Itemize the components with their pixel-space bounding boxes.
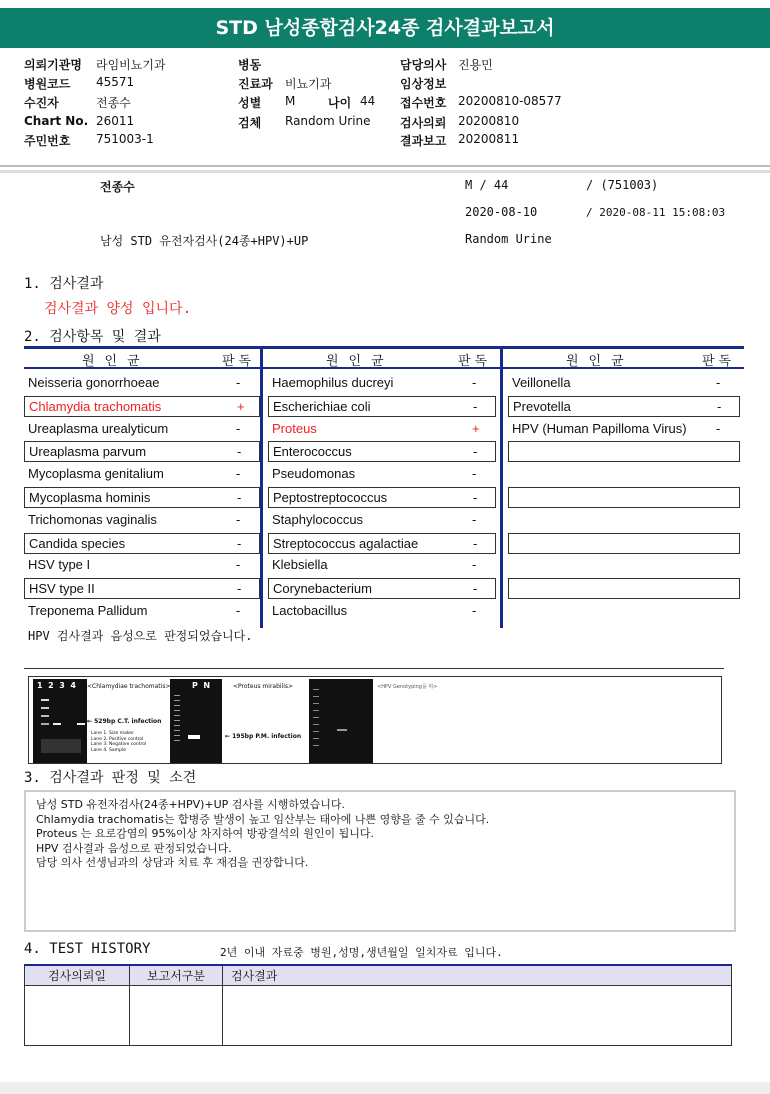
organism-result: + (237, 398, 245, 414)
request-date: 2020-08-10 (465, 205, 538, 219)
result-row (268, 601, 496, 622)
organism-result: - (236, 557, 241, 573)
overall-result: 검사결과 양성 입니다. (44, 301, 192, 317)
history-col-result: 검사결과 (223, 965, 732, 986)
column-divider (500, 348, 503, 628)
organism-result: - (472, 375, 477, 390)
header-label: 검체 (238, 116, 262, 130)
result-row (24, 419, 260, 440)
organism-result: - (472, 511, 477, 527)
legend-line: Lane 2. Positive control (91, 736, 144, 742)
report-title-bar (0, 8, 770, 48)
empty-result-row (508, 533, 740, 554)
organism-name: Mycoplasma genitalium (28, 466, 164, 482)
hpv-note: HPV 검사결과 음성으로 판정되었습니다. (28, 629, 253, 643)
column-header: 원인균 (326, 354, 394, 369)
organism-name: Staphylococcus (272, 511, 364, 527)
organism-result: - (716, 420, 721, 436)
result-row (508, 396, 740, 417)
organism-name: Haemophilus ducreyi (272, 375, 394, 390)
result-row (508, 373, 740, 394)
organism-name: Pseudomonas (272, 466, 356, 482)
organism-name: Enterococcus (273, 444, 352, 460)
empty-result-row (508, 441, 740, 462)
gel-lanes: 1 2 3 4 (37, 681, 76, 690)
header-label: Chart No. (24, 114, 89, 128)
organism-result: - (473, 444, 478, 460)
organism-result: - (473, 398, 478, 414)
chlamydia-band: ← 529bp C.T. infection (87, 718, 162, 725)
judge-header: 판독 (458, 354, 492, 369)
organism-name: Lactobacillus (272, 603, 348, 618)
header-label: 결과보고 (400, 134, 447, 148)
organism-result: - (472, 603, 477, 618)
proteus-gel-image (170, 679, 222, 763)
table-top-rule (24, 346, 744, 349)
header-value: 20200810 (458, 114, 520, 128)
result-row (268, 419, 496, 440)
organism-result: - (236, 375, 241, 390)
organism-name: Streptococcus agalactiae (273, 535, 419, 551)
result-row (24, 555, 260, 576)
organism-result: - (473, 581, 478, 597)
organism-name: Neisseria gonorrhoeae (28, 375, 160, 390)
remark-line: 담당 의사 선생님과의 상담과 치료 후 재검을 권장합니다. (36, 856, 309, 869)
organism-name: Escherichiae coli (273, 398, 371, 414)
gel-top-rule (24, 668, 724, 669)
proteus-title: <Proteus mirabilis> (233, 683, 294, 690)
history-cell (25, 986, 130, 1046)
organism-result: - (237, 535, 242, 551)
organism-result: + (472, 420, 480, 436)
organism-result: - (236, 466, 241, 482)
header-label: 임상정보 (400, 77, 447, 91)
result-row (24, 578, 260, 599)
specimen: Random Urine (465, 232, 552, 246)
organism-name: Corynebacterium (273, 581, 372, 597)
legend-line: Lane 3. Negative control (91, 742, 147, 747)
organism-name: Prevotella (513, 398, 571, 414)
result-row (24, 533, 260, 554)
proteus-band: ← 195bp P.M. infection (225, 733, 302, 740)
result-row (24, 441, 260, 462)
history-col-report-type: 보고서구분 (130, 965, 223, 986)
organism-name: Chlamydia trachomatis (29, 398, 162, 414)
footer-bar (0, 1082, 770, 1094)
section1-heading: 1. 검사결과 (24, 276, 104, 292)
gel-pn: P N (192, 681, 211, 690)
header-value: 전종수 (96, 96, 131, 110)
organism-name: Ureaplasma urealyticum (28, 420, 169, 436)
section4-heading: 4. TEST HISTORY (24, 941, 151, 957)
remark-line: Chlamydia trachomatis는 합병증 발생이 높고 임산부는 태아에 나쁜 영향을 줄 수 있습니다. (36, 812, 490, 826)
header-value: Random Urine (285, 114, 371, 128)
result-row (24, 510, 260, 531)
organism-result: - (237, 490, 242, 505)
result-row (268, 464, 496, 485)
result-row (24, 373, 260, 394)
header-label: 검사의뢰 (400, 116, 447, 130)
header-value: 진용민 (458, 58, 493, 72)
hpv-gel-image (309, 679, 373, 763)
history-note: 2년 이내 자료중 병원,성명,생년월일 일치자료 입니다. (220, 946, 503, 959)
organism-result: - (716, 375, 721, 390)
organism-name: Mycoplasma hominis (29, 490, 151, 505)
organism-name: Veillonella (512, 375, 571, 390)
organism-name: Candida species (29, 535, 126, 551)
organism-result: - (237, 581, 242, 597)
organism-result: - (717, 398, 722, 414)
organism-name: Proteus (272, 420, 317, 436)
legend-line: Lane 4. Sample (91, 747, 126, 753)
test-name: 남성 STD 유전자검사(24종+HPV)+UP (100, 234, 309, 248)
organism-result: - (236, 603, 241, 618)
chlamydia-title: <Chlamydiae trachomatis> (87, 683, 171, 690)
organism-result: - (237, 444, 242, 460)
result-row (268, 373, 496, 394)
remark-line: Proteus 는 요로감염의 95%이상 차지하여 방광결석의 원인이 됩니다. (36, 827, 375, 840)
header-value: 45571 (96, 75, 135, 89)
result-row (24, 601, 260, 622)
header-label: 수진자 (24, 96, 59, 110)
organism-name: Ureaplasma parvum (29, 444, 147, 460)
hpv-title: <HPV Genotyping을 위> (377, 684, 438, 690)
header-label: 진료과 (238, 77, 273, 91)
column-divider (260, 348, 263, 628)
history-cell (223, 986, 732, 1046)
header-value: 20200810-08577 (458, 94, 562, 108)
result-row (268, 396, 496, 417)
result-row (268, 510, 496, 531)
header-label: 성별 (238, 96, 262, 110)
result-row (24, 396, 260, 417)
chlamydia-gel-image (33, 679, 87, 763)
header-label: 담당의사 (400, 58, 447, 72)
result-row (268, 533, 496, 554)
header-value: 20200811 (458, 132, 520, 146)
remark-line: HPV 검사결과 음성으로 판정되었습니다. (36, 841, 232, 855)
header-value: 751003-1 (96, 132, 154, 146)
organism-result: - (236, 420, 241, 436)
history-cell (130, 986, 223, 1046)
organism-name: HPV (Human Papilloma Virus) (512, 420, 687, 436)
patient-name: 전종수 (100, 180, 135, 194)
result-row (268, 441, 496, 462)
patient-id: / (751003) (586, 178, 659, 192)
section3-heading: 3. 검사결과 판정 및 소견 (24, 770, 197, 786)
organism-name: Treponema Pallidum (28, 603, 148, 618)
remark-line: 남성 STD 유전자검사(24종+HPV)+UP 검사를 시행하였습니다. (36, 798, 346, 811)
judge-header: 판독 (702, 354, 736, 369)
sex-age: M / 44 (465, 178, 509, 192)
age-label: 나이 (328, 96, 352, 110)
header-label: 주민번호 (24, 134, 71, 148)
column-header: 원인균 (82, 354, 150, 369)
organism-result: - (472, 466, 477, 482)
result-row (268, 555, 496, 576)
header-value: 비뇨기과 (285, 77, 332, 91)
organism-result: - (472, 557, 477, 573)
report-title: STD 남성종합검사24종 검사결과보고서 (215, 17, 555, 39)
organism-result: - (473, 490, 478, 505)
header-value: 26011 (96, 114, 135, 128)
history-table (24, 964, 732, 1046)
result-row (268, 487, 496, 508)
remarks-box (24, 790, 736, 932)
result-row (508, 419, 740, 440)
column-header: 원인균 (566, 354, 634, 369)
result-row (24, 487, 260, 508)
organism-result: - (236, 511, 241, 527)
header-value: 라임비뇨기과 (96, 58, 166, 72)
age-value: 44 (360, 94, 376, 108)
empty-result-row (508, 578, 740, 599)
gel-figure (28, 676, 722, 764)
header-label: 병동 (238, 58, 262, 72)
report-datetime: / 2020-08-11 15:08:03 (586, 206, 726, 219)
header-label: 접수번호 (400, 96, 447, 110)
gel-legend (91, 731, 146, 753)
result-row (268, 578, 496, 599)
empty-result-row (508, 487, 740, 508)
section2-heading: 2. 검사항목 및 결과 (24, 329, 161, 345)
organism-name: HSV type II (29, 581, 95, 597)
header-label: 의뢰기관명 (24, 58, 82, 72)
legend-line: Lane 1. Size maker (91, 731, 134, 736)
history-col-request-date: 검사의뢰일 (25, 965, 130, 986)
organism-name: HSV type I (28, 557, 91, 573)
organism-name: Peptostreptococcus (273, 490, 388, 505)
organism-name: Trichomonas vaginalis (28, 511, 157, 527)
result-row (24, 464, 260, 485)
header-label: 병원코드 (24, 77, 71, 91)
organism-name: Klebsiella (272, 557, 328, 573)
header-value: M (285, 94, 296, 108)
divider (0, 170, 770, 173)
organism-result: - (473, 535, 478, 551)
judge-header: 판독 (222, 354, 256, 369)
